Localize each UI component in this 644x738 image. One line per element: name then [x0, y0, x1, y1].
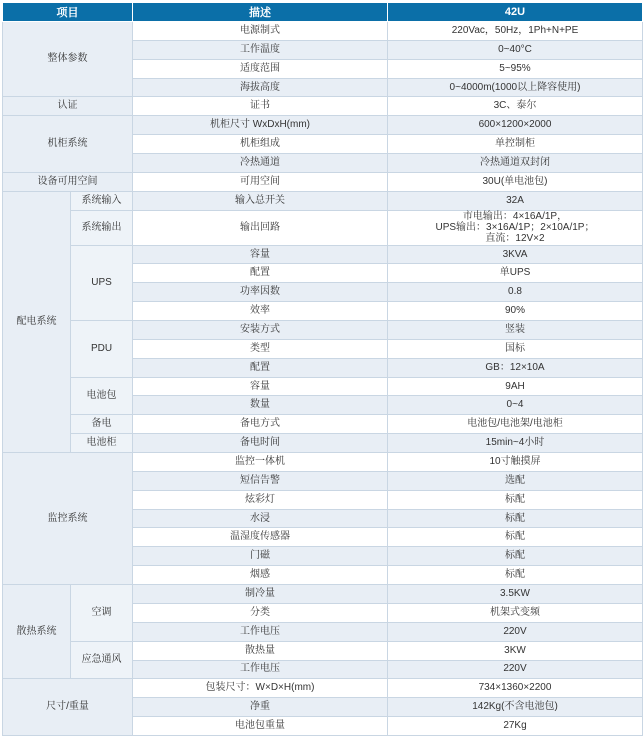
row-desc: 可用空间 [133, 172, 388, 191]
group-cooling: 散热系统 [3, 585, 71, 679]
row-value: 220V [388, 622, 643, 641]
row-value: 0~40°C [388, 40, 643, 59]
row-value: 竖装 [388, 321, 643, 340]
table-row [3, 116, 643, 135]
row-desc: 电池包重量 [133, 717, 388, 736]
row-value: 电池包/电池架/电池柜 [388, 415, 643, 434]
row-desc: 机柜尺寸 WxDxH(mm) [133, 116, 388, 135]
row-desc: 配置 [133, 264, 388, 283]
table-row [3, 191, 643, 210]
row-desc: 冷热通道 [133, 154, 388, 173]
header-row [3, 3, 643, 22]
row-value: 734×1360×2200 [388, 679, 643, 698]
row-value: 0~4000m(1000以上降容使用) [388, 78, 643, 97]
subgroup-emergency-vent: 应急通风 [71, 641, 133, 679]
row-value: 标配 [388, 490, 643, 509]
table-row [3, 641, 643, 660]
row-desc: 分类 [133, 603, 388, 622]
row-value: 600×1200×2000 [388, 116, 643, 135]
group-cert: 认证 [3, 97, 133, 116]
table-row [3, 97, 643, 116]
subgroup-aircon: 空调 [71, 585, 133, 642]
group-space: 设备可用空间 [3, 172, 133, 191]
table-row [3, 210, 643, 245]
row-value: 选配 [388, 471, 643, 490]
header-model: 42U [388, 3, 643, 22]
row-desc: 类型 [133, 339, 388, 358]
table-row [3, 172, 643, 191]
row-value: 3KW [388, 641, 643, 660]
row-desc: 数量 [133, 396, 388, 415]
row-value: 标配 [388, 528, 643, 547]
row-desc: 海拔高度 [133, 78, 388, 97]
row-value: 9AH [388, 377, 643, 396]
row-value: 0~4 [388, 396, 643, 415]
output-circuits-text: 市电输出：4×16A/1P， UPS输出：3×16A/1P；2×10A/1P； 直流：12V×2 [435, 211, 595, 245]
row-desc: 效率 [133, 302, 388, 321]
row-value [388, 210, 643, 245]
row-desc: 温湿度传感器 [133, 528, 388, 547]
row-value: 220Vac，50Hz，1Ph+N+PE [388, 22, 643, 41]
row-desc: 适度范围 [133, 59, 388, 78]
row-desc: 备电方式 [133, 415, 388, 434]
row-desc: 工作电压 [133, 622, 388, 641]
row-desc: 电源制式 [133, 22, 388, 41]
row-value: 标配 [388, 547, 643, 566]
row-value: 32A [388, 191, 643, 210]
row-desc: 输入总开关 [133, 191, 388, 210]
subgroup-sys-output: 系统输出 [71, 210, 133, 245]
row-desc: 包装尺寸：W×D×H(mm) [133, 679, 388, 698]
row-desc: 输出回路 [133, 210, 388, 245]
row-value: 15min~4小时 [388, 434, 643, 453]
row-value: 机架式变频 [388, 603, 643, 622]
row-desc: 工作温度 [133, 40, 388, 59]
row-value: 0.8 [388, 283, 643, 302]
row-value: 10寸触摸屏 [388, 453, 643, 472]
table-row [3, 679, 643, 698]
row-desc: 安装方式 [133, 321, 388, 340]
row-value: 142Kg(不含电池包) [388, 698, 643, 717]
row-desc: 炫彩灯 [133, 490, 388, 509]
row-desc: 配置 [133, 358, 388, 377]
group-overall: 整体参数 [3, 22, 133, 97]
row-desc: 烟感 [133, 566, 388, 585]
subgroup-sys-input: 系统输入 [71, 191, 133, 210]
row-value: 27Kg [388, 717, 643, 736]
subgroup-backup: 备电 [71, 415, 133, 434]
row-desc: 容量 [133, 245, 388, 264]
row-desc: 制冷量 [133, 585, 388, 604]
row-value: 3.5KW [388, 585, 643, 604]
row-value: 3KVA [388, 245, 643, 264]
row-value: 标配 [388, 566, 643, 585]
table-row [3, 453, 643, 472]
row-value: 220V [388, 660, 643, 679]
row-value: 国标 [388, 339, 643, 358]
row-value: 5~95% [388, 59, 643, 78]
group-size: 尺寸/重量 [3, 679, 133, 736]
group-power: 配电系统 [3, 191, 71, 452]
subgroup-pdu: PDU [71, 321, 133, 378]
table-row [3, 377, 643, 396]
row-desc: 机柜组成 [133, 135, 388, 154]
spec-table [2, 2, 643, 736]
row-desc: 水浸 [133, 509, 388, 528]
row-value: 单UPS [388, 264, 643, 283]
row-value: 标配 [388, 509, 643, 528]
table-row [3, 415, 643, 434]
table-row [3, 22, 643, 41]
row-desc: 证书 [133, 97, 388, 116]
table-row [3, 585, 643, 604]
header-item: 项目 [3, 3, 133, 22]
table-row [3, 245, 643, 264]
row-desc: 净重 [133, 698, 388, 717]
row-value: 90% [388, 302, 643, 321]
row-desc: 工作电压 [133, 660, 388, 679]
table-row [3, 434, 643, 453]
row-desc: 监控一体机 [133, 453, 388, 472]
row-value: 冷热通道双封闭 [388, 154, 643, 173]
row-desc: 短信告警 [133, 471, 388, 490]
table-row [3, 321, 643, 340]
group-monitor: 监控系统 [3, 453, 133, 585]
row-value: 单控制柜 [388, 135, 643, 154]
header-desc: 描述 [133, 3, 388, 22]
row-desc: 散热量 [133, 641, 388, 660]
subgroup-battery-pack: 电池包 [71, 377, 133, 415]
row-desc: 门磁 [133, 547, 388, 566]
subgroup-ups: UPS [71, 245, 133, 320]
subgroup-battery-cabinet: 电池柜 [71, 434, 133, 453]
row-value: GB：12×10A [388, 358, 643, 377]
row-value: 30U(单电池包) [388, 172, 643, 191]
row-desc: 功率因数 [133, 283, 388, 302]
row-desc: 容量 [133, 377, 388, 396]
group-cabinet: 机柜系统 [3, 116, 133, 173]
row-value: 3C、泰尔 [388, 97, 643, 116]
row-desc: 备电时间 [133, 434, 388, 453]
